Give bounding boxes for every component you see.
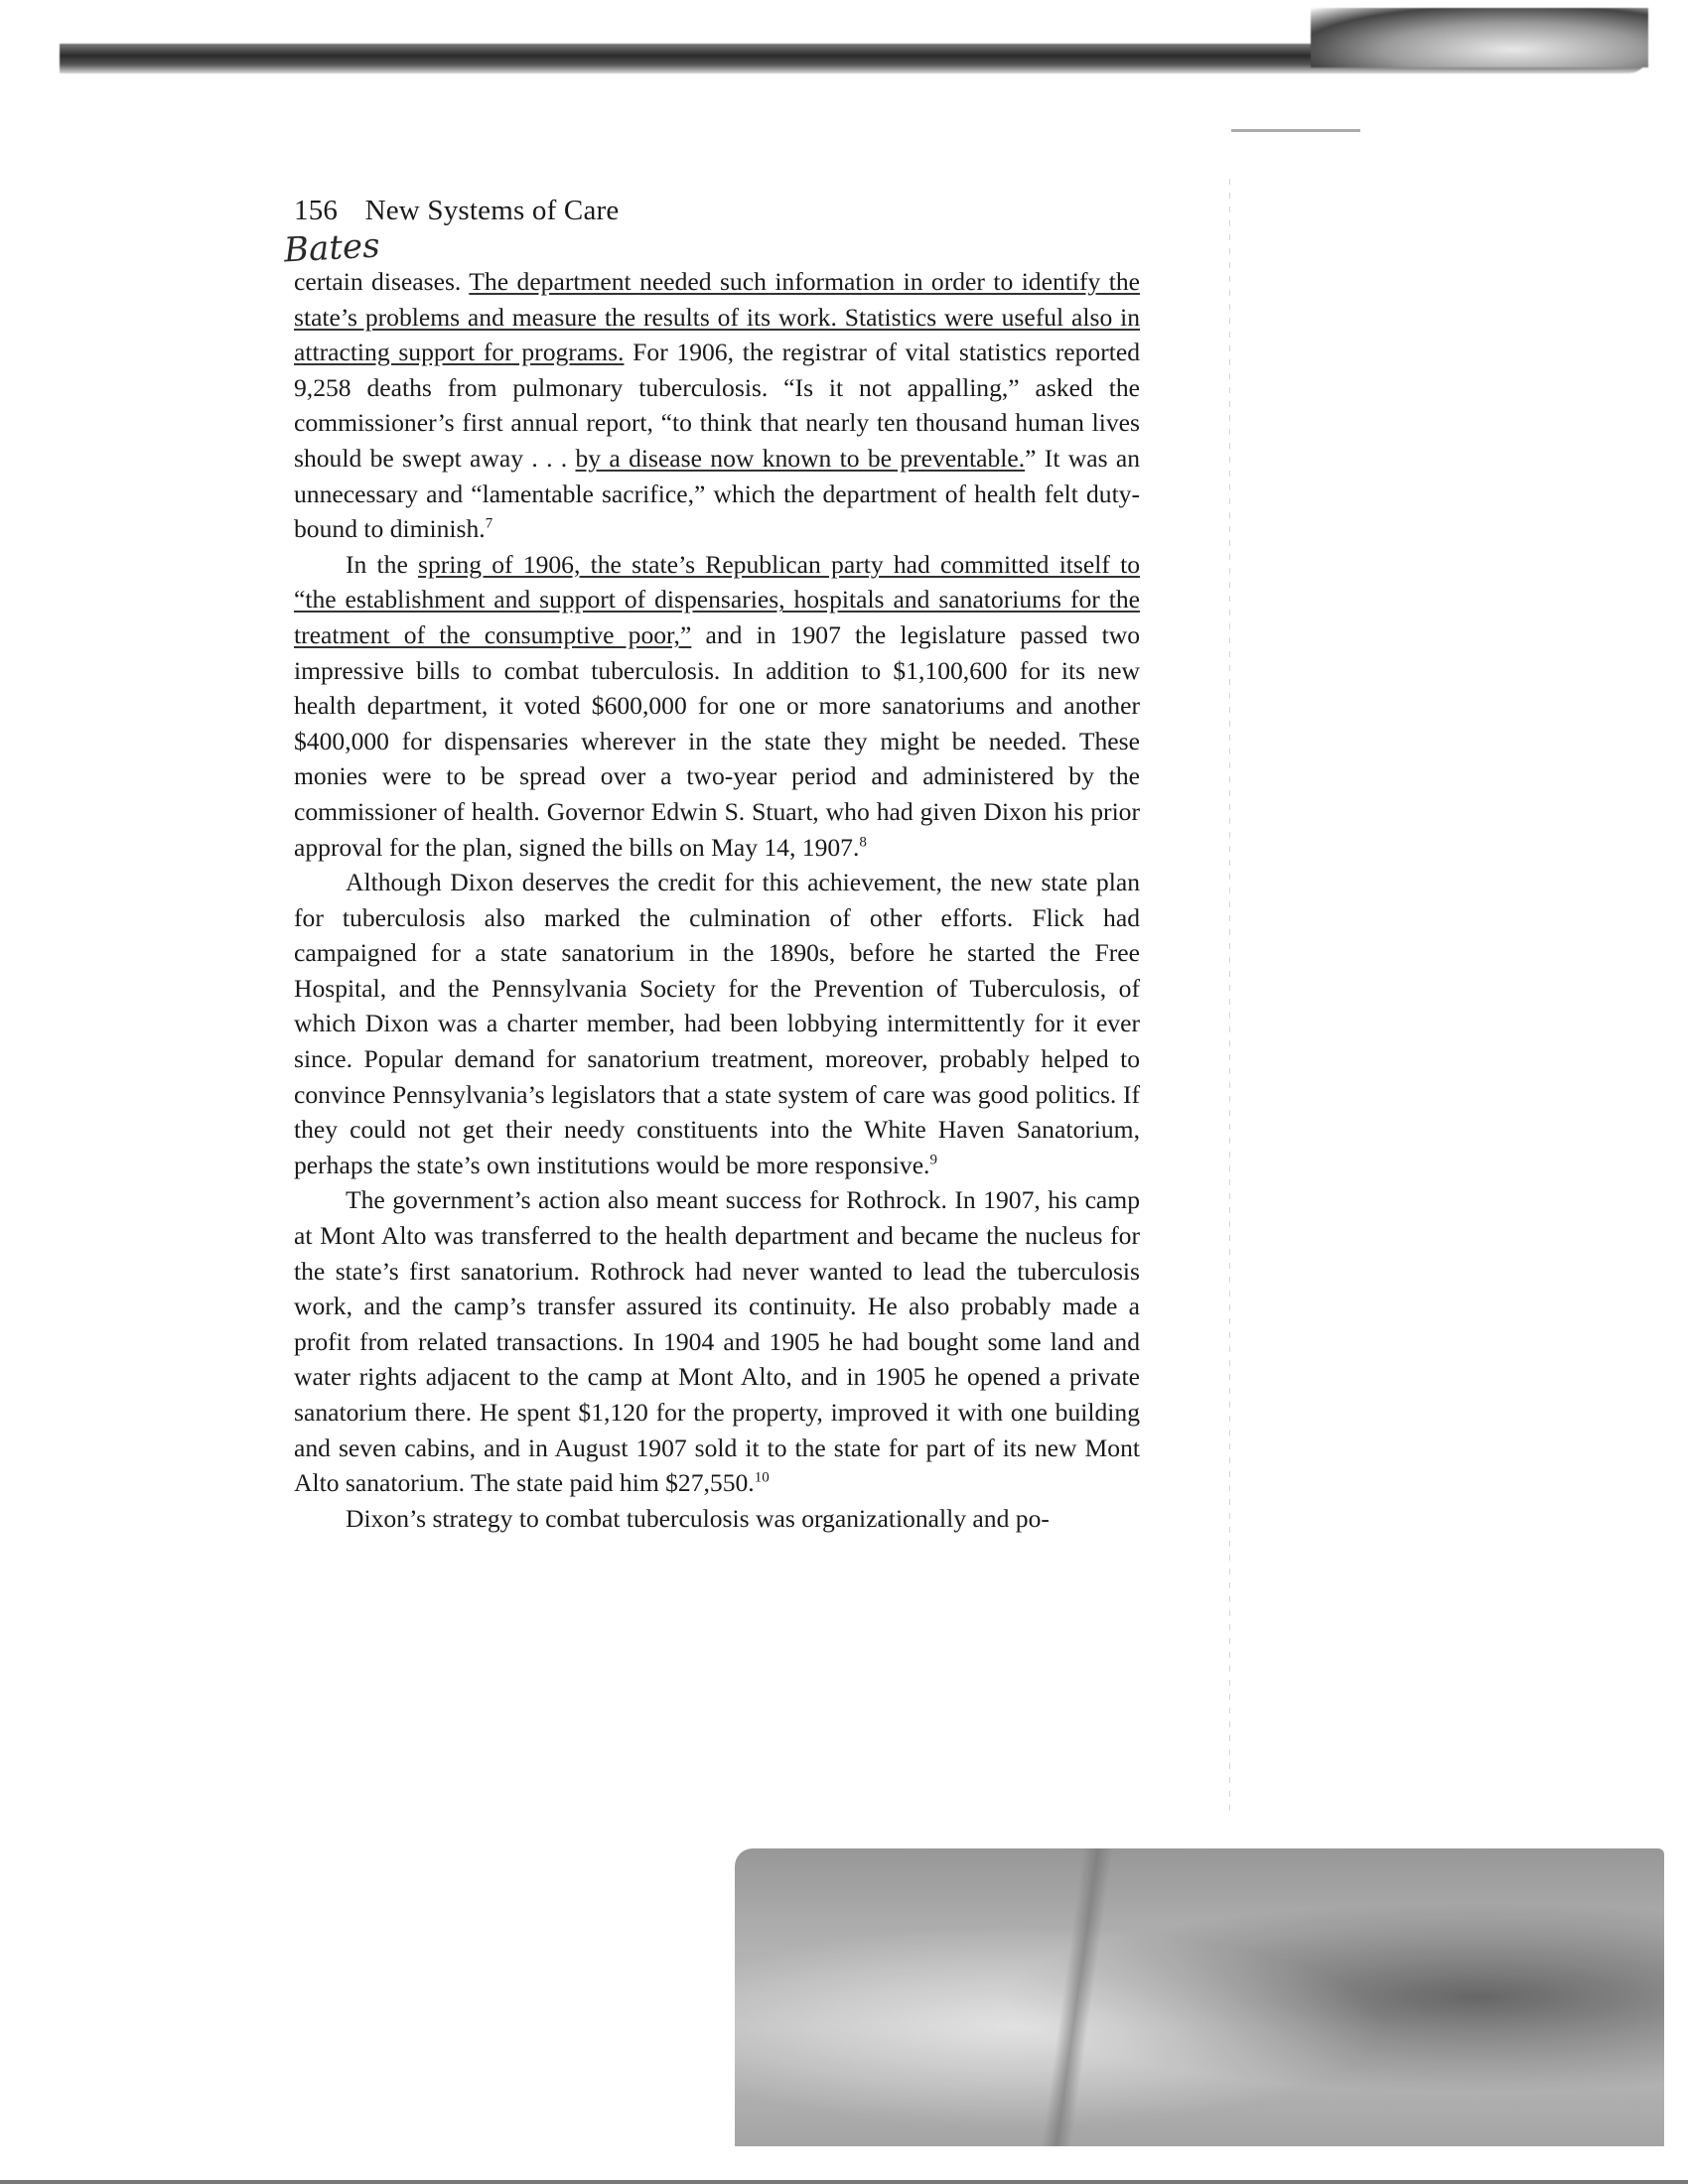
paragraph xyxy=(294,547,1140,865)
underlined-text: spring of 1906, the state’s Republican party had committed itself to “the establishment and support of dispensaries, hospitals and sanatoriums for the treatment of the consumptive poor,” xyxy=(294,549,1140,649)
running-head xyxy=(294,195,619,227)
scan-margin-line xyxy=(1229,179,1230,1817)
footnote-marker: 8 xyxy=(859,833,867,850)
scan-mark xyxy=(1231,129,1360,132)
text-run: The government’s action also meant success for Rothrock. In 1907, his camp at Mont Alto was transferred to the health department and became the nucleus for the state’s first sanatorium. Rothrock had never wanted to lead the tuberculosis work, and the camp’s transfer assured its continuity. He also probably made a profit from related transactions. In 1904 and 1905 he had bought some land and water rights adjacent to the camp at Mont Alto, and in 1905 he opened a private sanatorium there. He spent $1,120 for the property, improved it with one building and seven cabins, and in August 1907 sold it to the state for part of its new Mont Alto sanatorium. The state paid him $27,550. xyxy=(294,1185,1140,1498)
text-run: certain diseases. xyxy=(294,267,470,296)
text-run: Dixon’s strategy to combat tuberculosis was organizationally and po- xyxy=(346,1503,1050,1533)
text-run: ” It was an unnecessary and “lamentable sacrifice,” which the department of health felt duty-bound to diminish. xyxy=(294,443,1141,544)
paragraph xyxy=(294,264,1140,547)
text-run: For 1906, the registrar of vital statistics reported 9,258 deaths from pulmonary tuberculosis. “Is it not appalling,” asked the commissioner’s first annual report, “to think that nearly ten thousand human lives should be swept away . . . xyxy=(294,338,1140,473)
text-run: Although Dixon deserves the credit for this achievement, the new state plan for tuberculosis also marked the culmination of other efforts. Flick had campaigned for a state sanatorium in the 1890s, before he started the Free Hospital, and the Pennsylvania Society for the Prevention of Tuberculosis, of which Dixon was a charter member, had been lobbying intermittently for it ever since. Popular demand for sanatorium treatment, moreover, probably helped to convince Pennsylvania’s legislators that a state system of care was good politics. If they could not get their needy constituents into the White Haven Sanatorium, perhaps the state’s own institutions would be more responsive. xyxy=(294,868,1140,1179)
paragraph xyxy=(294,1501,1140,1537)
underlined-text: The department needed such information in order to identify the state’s problems and measure the results of its work. Statistics were useful also in attracting support for programs. xyxy=(294,267,1140,367)
underlined-text: by a disease now known to be preventable. xyxy=(575,443,1026,473)
text-run: In the xyxy=(346,549,419,579)
scan-shadow-top xyxy=(60,44,1648,73)
text-run: and in 1907 the legislature passed two impressive bills to combat tuberculosis. In addition to $1,100,600 for its new health department, it voted $600,000 for one or more sanatoriums and another $400,000 for dispensaries wherever in the state they might be needed. These monies were to be spread over a two-year period and administered by the commissioner of health. Governor Edwin S. Stuart, who had given Dixon his prior approval for the plan, signed the bills on May 14, 1907. xyxy=(294,619,1141,862)
paragraph xyxy=(294,1182,1140,1500)
body-text xyxy=(294,264,1140,1536)
paragraph xyxy=(294,865,1140,1182)
footnote-marker: 9 xyxy=(929,1152,937,1168)
page-number: 156 xyxy=(294,195,339,226)
running-head-title: New Systems of Care xyxy=(364,195,620,226)
handwritten-annotation: Bates xyxy=(283,225,381,271)
scan-edge xyxy=(0,2180,1688,2184)
footnote-marker: 7 xyxy=(485,515,493,532)
footnote-marker: 10 xyxy=(754,1469,770,1486)
scan-shadow-bottom xyxy=(735,1848,1664,2146)
